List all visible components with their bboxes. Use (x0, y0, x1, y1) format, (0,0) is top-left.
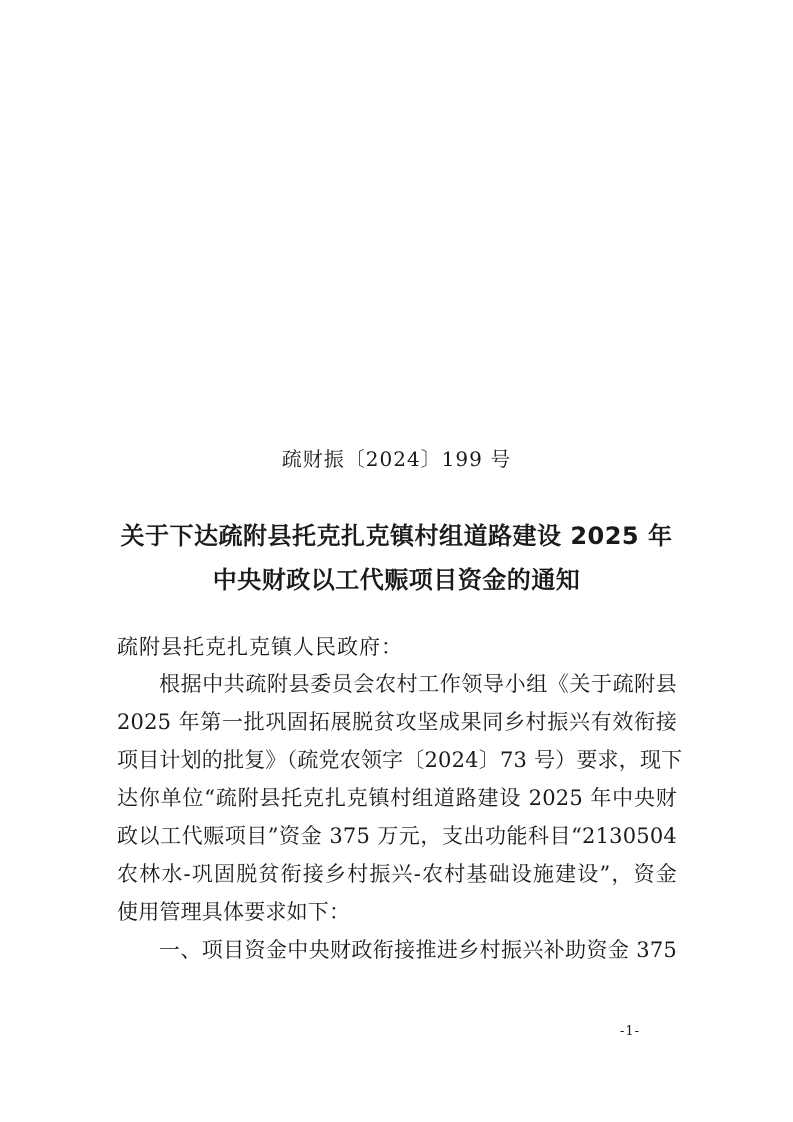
body-line: 使用管理具体要求如下： (117, 900, 351, 924)
page-number: -1- (620, 1024, 641, 1039)
salutation: 疏附县托克扎克镇人民政府： (117, 635, 403, 659)
title-line-2: 中央财政以工代赈项目资金的通知 (212, 566, 581, 594)
body-line: 达你单位“疏附县托克扎克镇村组道路建设 2025 年中央财 (117, 786, 677, 810)
body-text (117, 665, 683, 969)
document-title (0, 514, 793, 602)
document-number: 疏财振〔2024〕199 号 (281, 447, 512, 471)
body-line: 根据中共疏附县委员会农村工作领导小组《关于疏附县 (159, 672, 677, 696)
title-line-1: 关于下达疏附县托克扎克镇村组道路建设 2025 年 (120, 522, 673, 550)
body-line: 一、项目资金中央财政衔接推进乡村振兴补助资金 375 (159, 938, 677, 962)
body-line: 政以工代赈项目”资金 375 万元，支出功能科目“2130504 (117, 824, 677, 848)
body-line: 2025 年第一批巩固拓展脱贫攻坚成果同乡村振兴有效衔接 (117, 710, 677, 734)
body-line: 农林水-巩固脱贫衔接乡村振兴-农村基础设施建设”，资金 (117, 862, 677, 886)
body-line: 项目计划的批复》（疏党农领字〔2024〕73 号）要求，现下 (117, 748, 683, 772)
